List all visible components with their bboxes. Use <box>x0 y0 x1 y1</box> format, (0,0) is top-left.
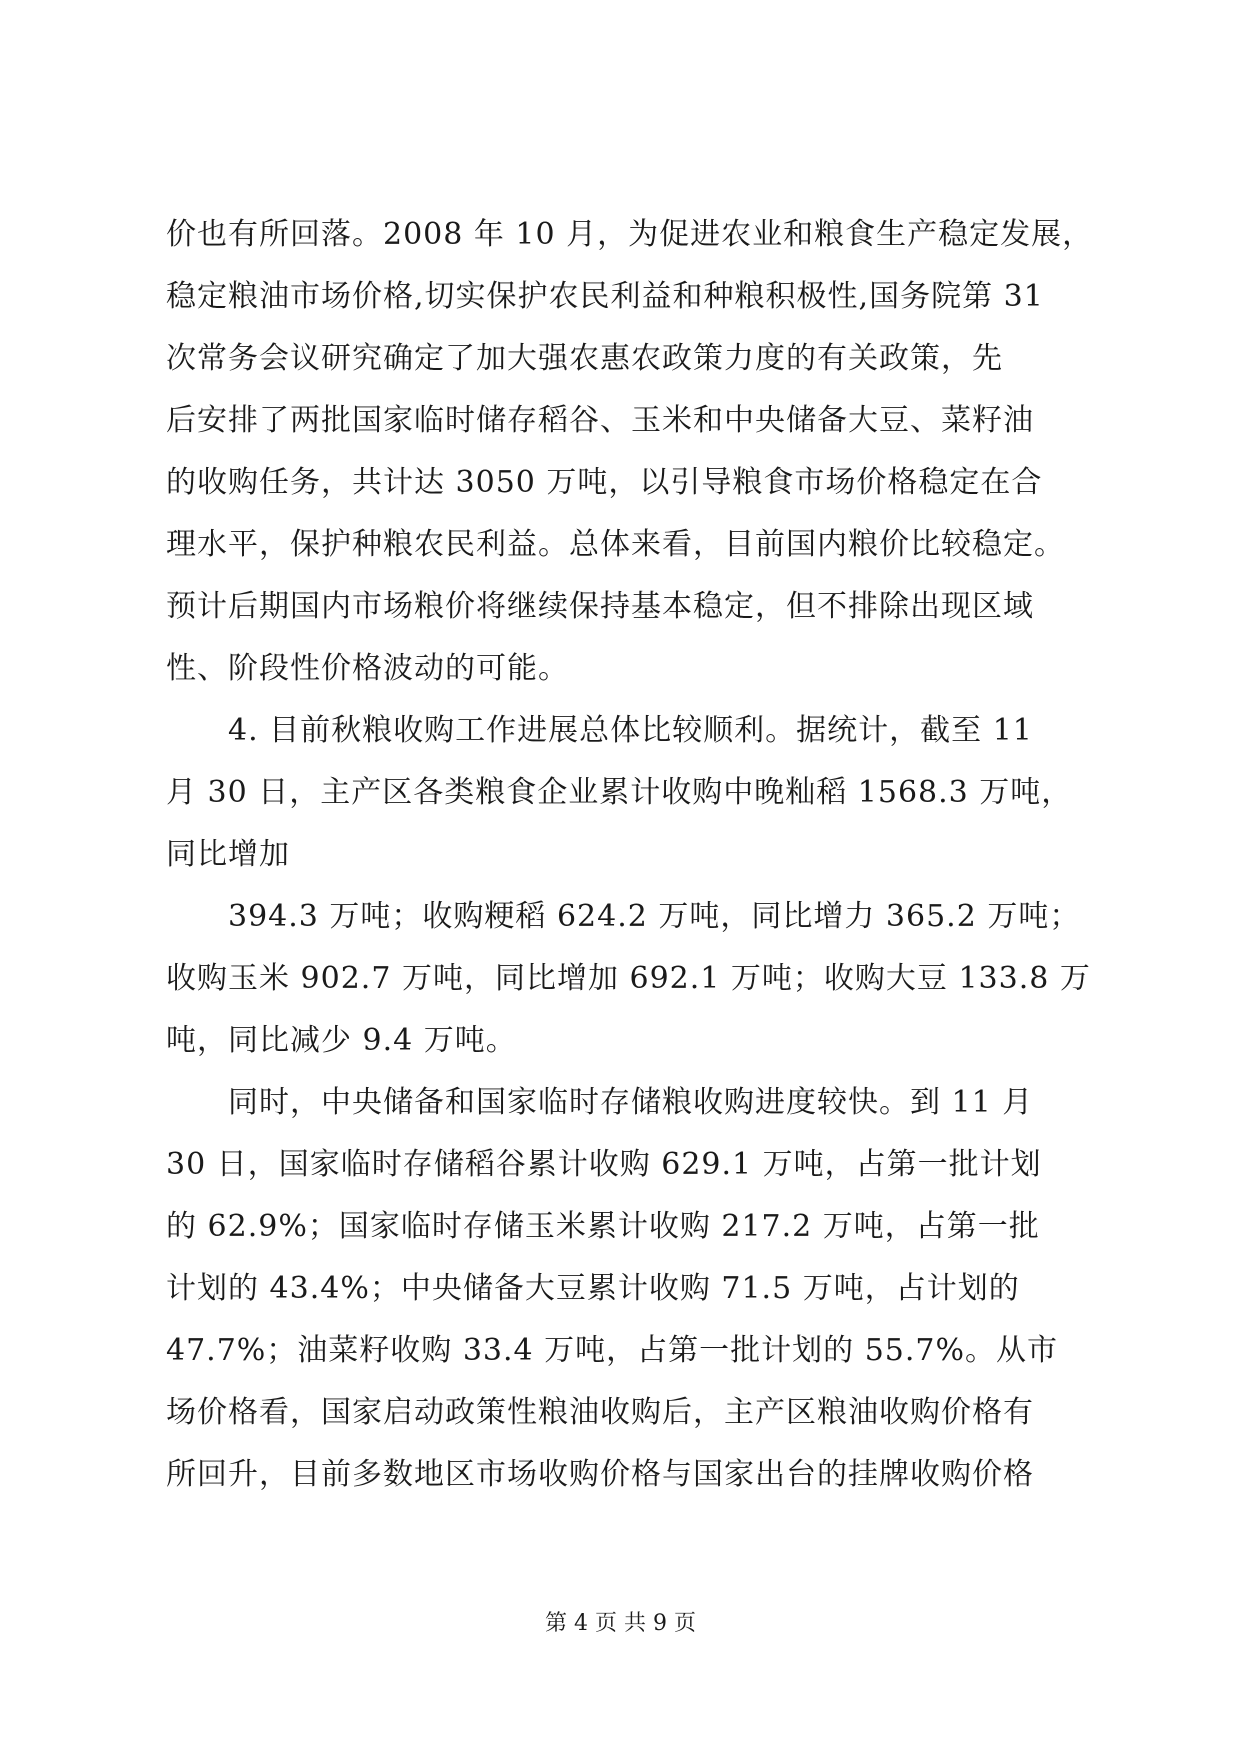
text-line: 后安排了两批国家临时储存稻谷、玉米和中央储备大豆、菜籽油 <box>166 403 1034 438</box>
text-line: 吨，同比减少 9.4 万吨。 <box>166 1023 517 1058</box>
text-line: 的 62.9%；国家临时存储玉米累计收购 217.2 万吨，占第一批 <box>166 1209 1040 1244</box>
text-line: 47.7%；油菜籽收购 33.4 万吨，占第一批计划的 55.7%。从市 <box>166 1333 1059 1368</box>
text-line: 场价格看，国家启动政策性粮油收购后，主产区粮油收购价格有 <box>166 1395 1034 1430</box>
paragraph-start-line: 394.3 万吨；收购粳稻 624.2 万吨，同比增力 365.2 万吨； <box>228 899 1081 934</box>
paragraph-start-line: 4. 目前秋粮收购工作进展总体比较顺利。据统计，截至 11 <box>228 713 1033 748</box>
page-number-footer: 第 4 页 共 9 页 <box>545 1611 696 1636</box>
text-line: 理水平，保护种粮农民利益。总体来看，目前国内粮价比较稳定。 <box>166 527 1065 562</box>
text-line: 30 日，国家临时存储稻谷累计收购 629.1 万吨，占第一批计划 <box>166 1147 1042 1182</box>
text-line: 稳定粮油市场价格,切实保护农民利益和种粮积极性,国务院第 31 <box>166 279 1044 314</box>
text-line: 的收购任务，共计达 3050 万吨，以引导粮食市场价格稳定在合 <box>166 465 1043 500</box>
text-line: 性、阶段性价格波动的可能。 <box>166 651 569 686</box>
text-line: 月 30 日，主产区各类粮食企业累计收购中晚籼稻 1568.3 万吨， <box>166 775 1073 810</box>
paragraph-start-line: 同时，中央储备和国家临时存储粮收购进度较快。到 11 月 <box>228 1085 1034 1120</box>
text-line: 预计后期国内市场粮价将继续保持基本稳定，但不排除出现区域 <box>166 589 1034 624</box>
text-line: 次常务会议研究确定了加大强农惠农政策力度的有关政策，先 <box>166 341 1003 376</box>
text-line: 价也有所回落。2008 年 10 月，为促进农业和粮食生产稳定发展， <box>166 217 1094 252</box>
text-line: 收购玉米 902.7 万吨，同比增加 692.1 万吨；收购大豆 133.8 万 <box>166 961 1091 996</box>
text-line: 计划的 43.4%；中央储备大豆累计收购 71.5 万吨，占计划的 <box>166 1271 1020 1306</box>
text-line: 同比增加 <box>166 837 290 872</box>
text-line: 所回升，目前多数地区市场收购价格与国家出台的挂牌收购价格 <box>166 1457 1034 1492</box>
body-text <box>166 204 1094 1506</box>
